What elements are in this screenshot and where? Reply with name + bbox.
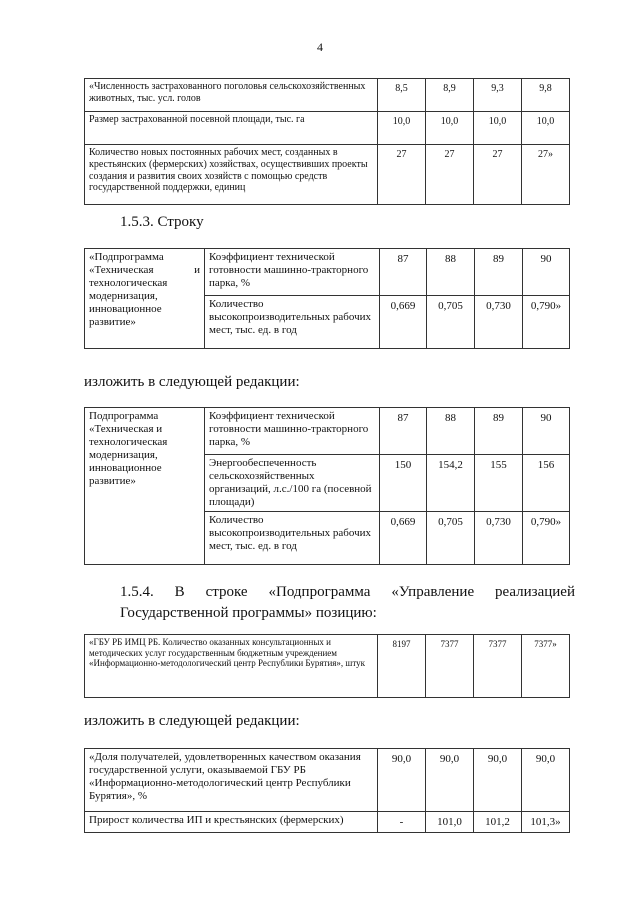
row-label: Количество высокопроизводительных рабочих мест, тыс. ед. в год bbox=[205, 296, 380, 349]
value-cell: 88 bbox=[427, 249, 475, 296]
value-cell: - bbox=[378, 812, 426, 833]
table-insurance-indicators bbox=[84, 78, 570, 205]
value-cell: 10,0 bbox=[378, 112, 426, 145]
value-cell: 7377 bbox=[426, 635, 474, 698]
row-label: Прирост количества ИП и крестьянских (фермерских) bbox=[85, 812, 378, 833]
value-cell: 150 bbox=[380, 455, 427, 512]
value-cell: 0,730 bbox=[475, 511, 523, 564]
value-cell: 10,0 bbox=[522, 112, 570, 145]
value-cell: 27 bbox=[378, 145, 426, 205]
table-new-management bbox=[84, 748, 570, 833]
table-row bbox=[85, 635, 570, 698]
value-cell: 7377» bbox=[522, 635, 570, 698]
value-cell: 90,0 bbox=[474, 749, 522, 812]
value-cell: 0,705 bbox=[427, 511, 475, 564]
value-cell: 154,2 bbox=[427, 455, 475, 512]
table-row bbox=[85, 112, 570, 145]
value-cell: 88 bbox=[427, 408, 475, 455]
value-cell: 90 bbox=[523, 249, 570, 296]
value-cell: 155 bbox=[475, 455, 523, 512]
value-cell: 0,790» bbox=[523, 296, 570, 349]
subprogram-cell: «Подпрограмма «Техническая и технологическая модернизация, инновационное развитие» bbox=[85, 249, 205, 349]
value-cell: 10,0 bbox=[426, 112, 474, 145]
value-cell: 0,730 bbox=[475, 296, 523, 349]
value-cell: 7377 bbox=[474, 635, 522, 698]
value-cell: 0,790» bbox=[523, 511, 570, 564]
page-number: 4 bbox=[317, 40, 323, 54]
value-cell: 101,0 bbox=[426, 812, 474, 833]
row-label: Энергообеспеченность сельскохозяйственных организаций, л.с./100 га (посевной площади) bbox=[205, 455, 380, 512]
row-label: Количество новых постоянных рабочих мест, созданных в крестьянских (фермерских) хозяйствах, осуществивших проекты создания и развития своих хозяйств с помощью средств государственной поддержки, единиц bbox=[85, 145, 378, 205]
value-cell: 9,3 bbox=[474, 79, 522, 112]
value-cell: 90,0 bbox=[522, 749, 570, 812]
value-cell: 90,0 bbox=[426, 749, 474, 812]
table-row bbox=[85, 408, 570, 455]
value-cell: 156 bbox=[523, 455, 570, 512]
value-cell: 0,705 bbox=[427, 296, 475, 349]
value-cell: 27» bbox=[522, 145, 570, 205]
subprogram-cell: Подпрограмма «Техническая и технологическая модернизация, инновационное развитие» bbox=[85, 408, 205, 565]
value-cell: 0,669 bbox=[380, 296, 427, 349]
new-edition-text-1: изложить в следующей редакции: bbox=[84, 374, 300, 390]
table-row bbox=[85, 79, 570, 112]
value-cell: 89 bbox=[475, 408, 523, 455]
row-label: Количество высокопроизводительных рабочих мест, тыс. ед. в год bbox=[205, 511, 380, 564]
table-old-modernization bbox=[84, 248, 570, 349]
value-cell: 10,0 bbox=[474, 112, 522, 145]
value-cell: 101,2 bbox=[474, 812, 522, 833]
table-row bbox=[85, 145, 570, 205]
value-cell: 89 bbox=[475, 249, 523, 296]
value-cell: 90 bbox=[523, 408, 570, 455]
table-row bbox=[85, 812, 570, 833]
table-new-modernization bbox=[84, 407, 570, 565]
row-label: «Численность застрахованного поголовья сельскохозяйственных животных, тыс. усл. голов bbox=[85, 79, 378, 112]
section-heading-1-5-4: 1.5.4. В строке «Подпрограмма «Управление реализацией Государственной программы» позицию: bbox=[120, 584, 575, 621]
value-cell: 87 bbox=[380, 408, 427, 455]
row-label: «ГБУ РБ ИМЦ РБ. Количество оказанных консультационных и методических услуг государственным бюджетным учреждением «Информационно-методологический центр Республики Бурятия», штук bbox=[85, 635, 378, 698]
section-heading-1-5-3: 1.5.3. Строку bbox=[120, 214, 204, 230]
row-label: Коэффициент технической готовности машинно-тракторного парка, % bbox=[205, 408, 380, 455]
row-label: «Доля получателей, удовлетворенных качеством оказания государственной услуги, оказываемой ГБУ РБ «Информационно-методологический центр Республики Бурятия», % bbox=[85, 749, 378, 812]
value-cell: 101,3» bbox=[522, 812, 570, 833]
value-cell: 8,9 bbox=[426, 79, 474, 112]
table-old-management bbox=[84, 634, 570, 698]
new-edition-text-2: изложить в следующей редакции: bbox=[84, 713, 300, 729]
value-cell: 27 bbox=[426, 145, 474, 205]
value-cell: 8197 bbox=[378, 635, 426, 698]
value-cell: 27 bbox=[474, 145, 522, 205]
row-label: Размер застрахованной посевной площади, тыс. га bbox=[85, 112, 378, 145]
value-cell: 0,669 bbox=[380, 511, 427, 564]
table-row bbox=[85, 249, 570, 296]
table-row bbox=[85, 749, 570, 812]
value-cell: 90,0 bbox=[378, 749, 426, 812]
value-cell: 8,5 bbox=[378, 79, 426, 112]
row-label: Коэффициент технической готовности машинно-тракторного парка, % bbox=[205, 249, 380, 296]
value-cell: 87 bbox=[380, 249, 427, 296]
value-cell: 9,8 bbox=[522, 79, 570, 112]
